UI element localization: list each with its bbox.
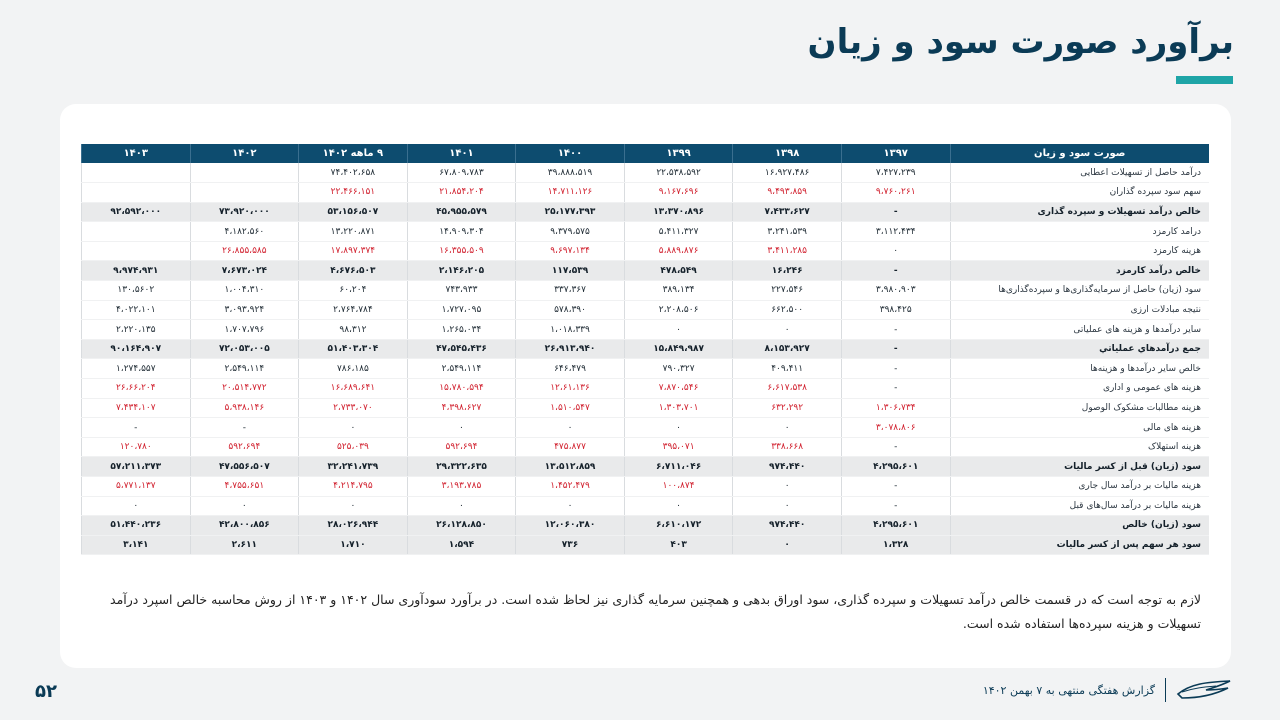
table-cell: ۹۷۴،۴۴۰ [733, 457, 842, 477]
table-cell: ۱،۲۷۴،۵۵۷ [82, 359, 191, 379]
table-cell: ۲،۷۶۴،۷۸۴ [299, 300, 408, 320]
table-cell: ۰ [299, 418, 408, 438]
table-cell: ۵،۹۳۸،۱۴۶ [190, 398, 299, 418]
table-cell: ۴،۲۱۴،۷۹۵ [299, 477, 408, 497]
table-cell: ۴۰۹،۴۱۱ [733, 359, 842, 379]
table-cell: ۳،۲۴۱،۵۳۹ [733, 222, 842, 242]
table-cell: ۰ [190, 496, 299, 516]
table-cell: ۲۲۷،۵۴۶ [733, 281, 842, 301]
table-cell: ۱۳،۵۱۲،۸۵۹ [516, 457, 625, 477]
table-cell: ۳،۱۴۱ [82, 535, 191, 555]
table-cell: ۰ [407, 418, 516, 438]
table-cell: ۹،۱۶۷،۶۹۶ [624, 183, 733, 203]
table-cell: ۱۳،۳۷۰،۸۹۶ [624, 202, 733, 222]
table-cell: ۱،۷۲۷،۰۹۵ [407, 300, 516, 320]
table-cell: ۱۲،۶۱،۱۳۶ [516, 379, 625, 399]
table-cell: - [841, 339, 950, 359]
table-cell: ۱،۳۰۳،۷۰۱ [624, 398, 733, 418]
table-cell: - [82, 418, 191, 438]
title-underline [1176, 76, 1233, 84]
row-label: هزینه استهلاک [950, 437, 1209, 457]
header-year-4: ۱۴۰۰ [516, 144, 625, 163]
table-cell: ۴۷۸،۵۴۹ [624, 261, 733, 281]
table-row [82, 300, 1210, 320]
table-cell: ۴۷،۵۵۶،۵۰۷ [190, 457, 299, 477]
table-cell: ۰ [624, 496, 733, 516]
table-cell: ۱۴،۹۰۹،۳۰۴ [407, 222, 516, 242]
table-cell: ۴،۳۹۸،۶۲۷ [407, 398, 516, 418]
table-cell: ۴،۲۹۵،۶۰۱ [841, 457, 950, 477]
table-cell: ۷۳،۹۲۰،۰۰۰ [190, 202, 299, 222]
table-cell: ۰ [624, 418, 733, 438]
table-cell: ۷،۴۲۷،۲۳۹ [841, 163, 950, 183]
table-cell: ۳،۰۹۳،۹۲۴ [190, 300, 299, 320]
table-cell: ۱۰۰،۸۷۴ [624, 477, 733, 497]
table-row [82, 398, 1210, 418]
table-cell: ۳۹۵،۰۷۱ [624, 437, 733, 457]
table-row [82, 261, 1210, 281]
table-cell: ۴،۰۲۲،۱۰۱ [82, 300, 191, 320]
table-cell: ۳۳۸،۶۶۸ [733, 437, 842, 457]
table-row [82, 535, 1210, 555]
table-cell: ۳۹۸،۴۲۵ [841, 300, 950, 320]
table-row [82, 281, 1210, 301]
row-label: هزینه های مالی [950, 418, 1209, 438]
table-cell: ۱۷،۸۹۷،۳۷۴ [299, 241, 408, 261]
bank-logo-icon [1176, 678, 1232, 702]
table-cell [82, 163, 191, 183]
row-label: هزینه کارمزد [950, 241, 1209, 261]
page-number: ۵۲ [35, 681, 57, 702]
table-cell: ۳،۱۱۲،۴۳۴ [841, 222, 950, 242]
header-year-3: ۱۳۹۹ [624, 144, 733, 163]
table-cell: ۵۷۸،۳۹۰ [516, 300, 625, 320]
row-label: جمع درآمدهاي عملياتي [950, 339, 1209, 359]
table-cell: ۴۲،۸۰۰،۸۵۶ [190, 516, 299, 536]
table-header-row [82, 144, 1210, 163]
table-cell: ۵۲۵،۰۳۹ [299, 437, 408, 457]
table-cell: ۷۴۳،۹۳۳ [407, 281, 516, 301]
table-cell: ۱۶،۶۸۹،۶۴۱ [299, 379, 408, 399]
footer-divider [1165, 678, 1166, 702]
header-year-6: ۹ ماهه ۱۴۰۲ [299, 144, 408, 163]
table-cell: ۹،۳۷۹،۵۷۵ [516, 222, 625, 242]
table-cell: ۲۲،۵۳۸،۵۹۲ [624, 163, 733, 183]
table-cell: ۱۵،۸۴۹،۹۸۷ [624, 339, 733, 359]
table-cell: ۲،۱۴۶،۲۰۵ [407, 261, 516, 281]
table-cell: ۸،۱۵۳،۹۲۷ [733, 339, 842, 359]
table-cell: ۴،۱۸۲،۵۶۰ [190, 222, 299, 242]
table-cell: ۳۹،۸۸۸،۵۱۹ [516, 163, 625, 183]
table-cell: ۱،۰۰۴،۳۱۰ [190, 281, 299, 301]
footnote: لازم به توجه است که در قسمت خالص درآمد تسهیلات و سپرده گذاری، سود اوراق بدهی و همچنین سرمایه گذاری نیز لحاظ شده است. در برآورد سودآوری سال ۱۴۰۲ و ۱۴۰۳ از روش محاسبه خالص اسپرد درآمد تسهیلات و هزینه سپرده‌ها استفاده شده است. [110, 592, 1201, 631]
table-cell: ۵۱،۴۴۰،۲۳۶ [82, 516, 191, 536]
row-label: هزینه های عمومی و اداری [950, 379, 1209, 399]
table-cell: - [841, 379, 950, 399]
table-cell: ۱۳،۲۲۰،۸۷۱ [299, 222, 408, 242]
table-cell: ۶۳۲،۲۹۲ [733, 398, 842, 418]
table-cell: ۲،۵۴۹،۱۱۴ [407, 359, 516, 379]
table-cell: - [841, 496, 950, 516]
table-cell: ۵۷،۲۱۱،۳۷۳ [82, 457, 191, 477]
table-cell: ۷،۶۷۳،۰۲۴ [190, 261, 299, 281]
table-cell [82, 183, 191, 203]
row-label: سود (زیان) خالص [950, 516, 1209, 536]
table-cell: ۰ [733, 496, 842, 516]
table-cell: ۱۲،۰۶۰،۳۸۰ [516, 516, 625, 536]
table-cell: ۰ [407, 496, 516, 516]
table-cell: ۰ [841, 241, 950, 261]
table-cell: ۲،۵۴۹،۱۱۴ [190, 359, 299, 379]
table-cell: ۷۴،۴۰۲،۶۵۸ [299, 163, 408, 183]
table-cell: ۱،۳۲۸ [841, 535, 950, 555]
table-cell: ۳۸۹،۱۳۴ [624, 281, 733, 301]
table-cell: ۲۶،۱۲۸،۸۵۰ [407, 516, 516, 536]
table-cell: ۳۳۷،۳۶۷ [516, 281, 625, 301]
table-cell [190, 183, 299, 203]
report-date-text: گزارش هفتگی منتهی به ۷ بهمن ۱۴۰۲ [982, 683, 1155, 697]
table-cell: ۲۶،۹۱۳،۹۴۰ [516, 339, 625, 359]
table-cell: - [841, 261, 950, 281]
table-cell: ۴،۷۵۵،۶۵۱ [190, 477, 299, 497]
table-cell: ۷،۸۷۰،۵۴۶ [624, 379, 733, 399]
table-row [82, 163, 1210, 183]
table-cell: ۱۳۰،۵۶۰۲ [82, 281, 191, 301]
table-row [82, 202, 1210, 222]
table-cell: ۵۳،۱۵۶،۵۰۷ [299, 202, 408, 222]
table-cell [82, 222, 191, 242]
table-cell: ۰ [733, 535, 842, 555]
table-cell: ۶،۶۱۷،۵۳۸ [733, 379, 842, 399]
table-cell: ۳،۰۷۸،۸۰۶ [841, 418, 950, 438]
table-cell: ۱،۳۰۶،۷۳۴ [841, 398, 950, 418]
table-cell: ۴۰۳ [624, 535, 733, 555]
table-cell: ۴،۶۷۶،۵۰۳ [299, 261, 408, 281]
table-cell: ۲۶،۶۶،۲۰۴ [82, 379, 191, 399]
table-cell: ۷،۴۳۴،۱۰۷ [82, 398, 191, 418]
table-cell: ۶۶۲،۵۰۰ [733, 300, 842, 320]
table-cell: ۶،۶۱۰،۱۷۲ [624, 516, 733, 536]
table-cell: ۱،۷۱۰ [299, 535, 408, 555]
table-cell: ۲۸،۰۲۶،۹۴۴ [299, 516, 408, 536]
profit-loss-table [81, 144, 1209, 555]
table-cell: ۹۰،۱۶۴،۹۰۷ [82, 339, 191, 359]
table-cell: ۵،۴۱۱،۳۲۷ [624, 222, 733, 242]
table-row [82, 183, 1210, 203]
footer [983, 676, 1232, 704]
table-cell: ۱،۰۱۸،۳۳۹ [516, 320, 625, 340]
table-cell: ۲،۲۰۸،۵۰۶ [624, 300, 733, 320]
row-label: درآمد حاصل از تسهیلات اعطایی [950, 163, 1209, 183]
table-cell: ۷۹۰،۳۲۷ [624, 359, 733, 379]
table-cell: ۴،۲۹۵،۶۰۱ [841, 516, 950, 536]
table-cell: ۶۰،۲۰۴ [299, 281, 408, 301]
table-cell: ۲۰،۵۱۴،۷۷۲ [190, 379, 299, 399]
row-label: درامد کارمزد [950, 222, 1209, 242]
table-cell: ۳،۱۹۳،۷۸۵ [407, 477, 516, 497]
row-label: هزینه مالیات بر درآمد سال‌های قبل [950, 496, 1209, 516]
table-cell: ۲،۶۱۱ [190, 535, 299, 555]
row-label: خالص سایر درآمدها و هزینه‌ها [950, 359, 1209, 379]
table-cell: ۵۱،۴۰۳،۳۰۴ [299, 339, 408, 359]
header-year-7: ۱۴۰۲ [190, 144, 299, 163]
table-cell: ۰ [624, 320, 733, 340]
row-label: خالص درآمد کارمزد [950, 261, 1209, 281]
table-cell: ۱،۵۹۴ [407, 535, 516, 555]
table-cell: - [190, 418, 299, 438]
table-row [82, 359, 1210, 379]
table-cell: ۰ [733, 320, 842, 340]
table-row [82, 339, 1210, 359]
table-row [82, 222, 1210, 242]
table-cell: ۰ [516, 418, 625, 438]
table-cell: ۲۵،۱۷۷،۳۹۳ [516, 202, 625, 222]
table-cell: ۱۶،۹۲۷،۴۸۶ [733, 163, 842, 183]
table-cell: ۹۸،۳۱۲ [299, 320, 408, 340]
page-title: برآورد صورت سود و زیان [807, 22, 1234, 62]
table-cell: ۳،۹۸۰،۹۰۳ [841, 281, 950, 301]
table-row [82, 437, 1210, 457]
table-cell: ۲۶،۸۵۵،۵۸۵ [190, 241, 299, 261]
table-cell: ۴۵،۹۵۵،۵۷۹ [407, 202, 516, 222]
header-year-5: ۱۴۰۱ [407, 144, 516, 163]
table-row [82, 320, 1210, 340]
table-cell: ۵۹۲،۶۹۴ [190, 437, 299, 457]
table-cell: ۲،۷۳۳،۰۷۰ [299, 398, 408, 418]
table-cell [190, 163, 299, 183]
header-year-8: ۱۴۰۳ [82, 144, 191, 163]
table-cell: ۱۶،۲۴۶ [733, 261, 842, 281]
table-cell: ۹،۶۹۷،۱۳۴ [516, 241, 625, 261]
table-row [82, 457, 1210, 477]
table-cell: ۱،۲۶۵،۰۳۴ [407, 320, 516, 340]
table-cell: ۰ [516, 496, 625, 516]
table-cell: ۹۷۴،۴۴۰ [733, 516, 842, 536]
header-label-column: صورت سود و زیان [950, 144, 1209, 163]
table-cell: - [841, 320, 950, 340]
table-cell: ۱۴،۷۱۱،۱۲۶ [516, 183, 625, 203]
table-cell: ۲،۲۲۰،۱۳۵ [82, 320, 191, 340]
table-row [82, 379, 1210, 399]
row-label: سایر درآمدها و هزینه های عملیاتی [950, 320, 1209, 340]
table-cell: - [841, 359, 950, 379]
table-cell: ۹،۹۷۴،۹۳۱ [82, 261, 191, 281]
table-cell: ۹،۷۶۰،۲۶۱ [841, 183, 950, 203]
table-cell: ۵۹۲،۶۹۴ [407, 437, 516, 457]
table-cell: ۰ [733, 477, 842, 497]
table-cell: ۶،۷۱۱،۰۴۶ [624, 457, 733, 477]
table-cell: ۷۲،۰۵۳،۰۰۵ [190, 339, 299, 359]
row-label: سهم سود سپرده گذاران [950, 183, 1209, 203]
table-row [82, 516, 1210, 536]
row-label: هزینه مطالبات مشکوک الوصول [950, 398, 1209, 418]
table-cell: ۹،۴۹۳،۸۵۹ [733, 183, 842, 203]
table-cell: ۹۲،۵۹۲،۰۰۰ [82, 202, 191, 222]
table-cell: - [841, 477, 950, 497]
table-row [82, 418, 1210, 438]
table-cell: ۰ [299, 496, 408, 516]
header-year-2: ۱۳۹۸ [733, 144, 842, 163]
table-row [82, 477, 1210, 497]
table-cell: ۳۲،۲۴۱،۷۳۹ [299, 457, 408, 477]
table-cell: ۱۵،۷۸۰،۵۹۴ [407, 379, 516, 399]
table-row [82, 496, 1210, 516]
table-cell [82, 241, 191, 261]
row-label: سود هر سهم پس از کسر مالیات [950, 535, 1209, 555]
table-cell: - [841, 202, 950, 222]
row-label: هزینه مالیات بر درآمد سال جاری [950, 477, 1209, 497]
table-cell: ۵،۸۸۹،۸۷۶ [624, 241, 733, 261]
table-cell: ۰ [82, 496, 191, 516]
table-cell: ۵،۷۷۱،۱۳۷ [82, 477, 191, 497]
table-body [82, 163, 1210, 555]
table-cell: ۰ [733, 418, 842, 438]
table-row [82, 241, 1210, 261]
table-cell: ۷۳۶ [516, 535, 625, 555]
row-label: سود (زیان) قبل از کسر مالیات [950, 457, 1209, 477]
table-cell: ۴۷۵،۸۷۷ [516, 437, 625, 457]
row-label: خالص درآمد تسهیلات و سپرده گذاری [950, 202, 1209, 222]
table-cell: ۲۹،۳۲۲،۶۳۵ [407, 457, 516, 477]
header-year-1: ۱۳۹۷ [841, 144, 950, 163]
table-cell: ۷،۴۳۳،۶۲۷ [733, 202, 842, 222]
table-cell: ۶۴۶،۴۷۹ [516, 359, 625, 379]
table-cell: ۶۷،۸۰۹،۷۸۳ [407, 163, 516, 183]
table-cell: ۱۲۰،۷۸۰ [82, 437, 191, 457]
table-cell: ۱۱۷،۵۳۹ [516, 261, 625, 281]
table-cell: ۷۸۶،۱۸۵ [299, 359, 408, 379]
table-cell: ۲۱،۸۵۴،۲۰۴ [407, 183, 516, 203]
table-cell: - [841, 437, 950, 457]
table-cell: ۱۶،۳۵۵،۵۰۹ [407, 241, 516, 261]
table-cell: ۲۲،۴۶۶،۱۵۱ [299, 183, 408, 203]
content-card [60, 104, 1231, 668]
table-cell: ۴۷،۵۴۵،۴۳۶ [407, 339, 516, 359]
table-cell: ۳،۴۱۱،۲۸۵ [733, 241, 842, 261]
table-cell: ۱،۴۵۲،۴۷۹ [516, 477, 625, 497]
table-cell: ۱،۵۱۰،۵۴۷ [516, 398, 625, 418]
table-cell: ۱،۷۰۷،۷۹۶ [190, 320, 299, 340]
row-label: نتیجه مبادلات ارزی [950, 300, 1209, 320]
row-label: سود (زیان) حاصل از سرمایه‌گذاری‌ها و سپرده‌گذاری‌ها [950, 281, 1209, 301]
